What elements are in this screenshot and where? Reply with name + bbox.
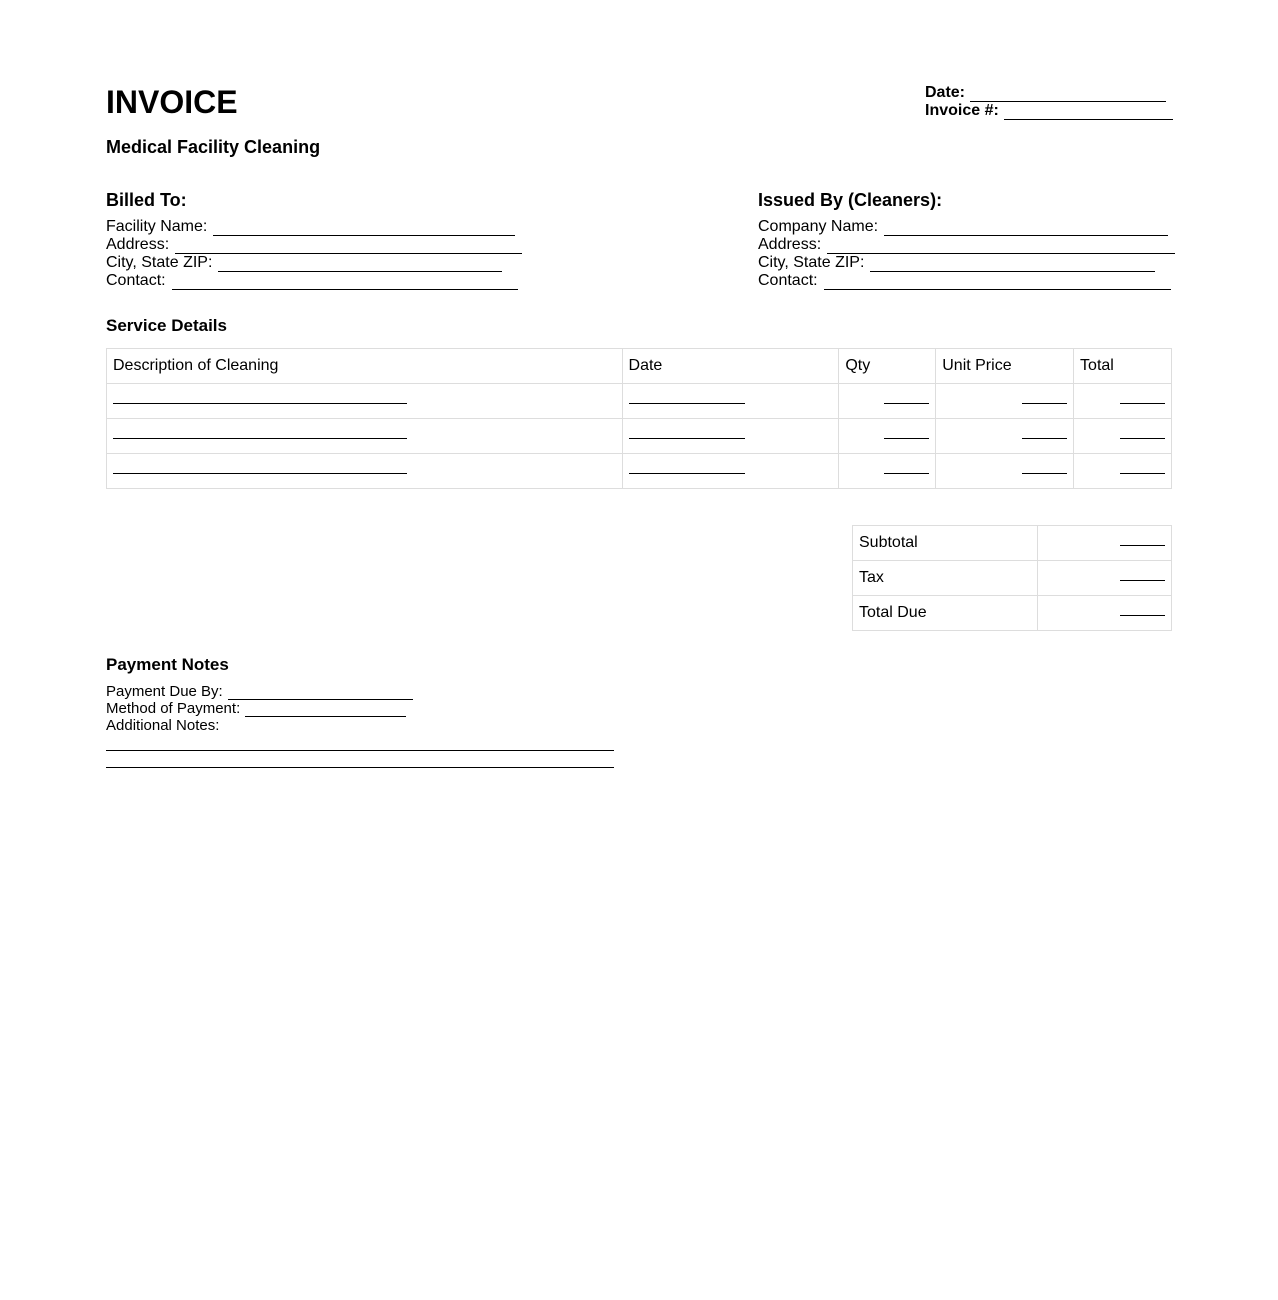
tax-row [853,561,1172,596]
column-header-description: Description of Cleaning [107,349,623,384]
payment-notes-section [106,683,614,768]
description-cell[interactable] [107,419,623,454]
total-blank [1120,438,1165,439]
additional-notes-line-2[interactable] [106,751,614,768]
description-blank [113,473,407,474]
unit-price-blank [1022,473,1067,474]
billed-city-field [106,254,522,272]
service-details-heading: Service Details [106,316,227,335]
table-row [107,384,1172,419]
description-cell[interactable] [107,454,623,489]
date-blank [629,403,745,404]
billed-contact-label: Contact: [106,272,166,289]
billed-to-section [106,190,522,290]
issuer-city-input-line[interactable] [870,257,1155,272]
payment-notes-heading: Payment Notes [106,655,229,674]
tax-blank [1120,580,1165,581]
company-name-field [758,218,1175,236]
date-label: Date: [925,84,966,101]
unit-price-cell[interactable] [936,384,1074,419]
subtotal-value-cell[interactable] [1038,526,1172,561]
total-due-row [853,596,1172,631]
payment-due-field [106,683,614,700]
total-cell[interactable] [1074,419,1172,454]
total-due-label: Total Due [853,596,1038,631]
qty-cell[interactable] [839,454,936,489]
total-blank [1120,473,1165,474]
qty-blank [884,473,929,474]
total-due-value-cell[interactable] [1038,596,1172,631]
total-blank [1120,403,1165,404]
issuer-address-input-line[interactable] [827,239,1175,254]
issuer-contact-input-line[interactable] [824,275,1171,290]
date-field [925,84,1173,102]
tax-label: Tax [853,561,1038,596]
billed-address-field [106,236,522,254]
total-due-blank [1120,615,1165,616]
service-table-header [107,349,1172,384]
qty-cell[interactable] [839,419,936,454]
invoice-number-label: Invoice #: [925,102,999,119]
subtotal-label: Subtotal [853,526,1038,561]
billed-to-heading: Billed To: [106,190,187,210]
date-cell[interactable] [622,454,839,489]
date-blank [629,438,745,439]
issuer-contact-label: Contact: [758,272,818,289]
billed-city-input-line[interactable] [218,257,502,272]
company-name-label: Company Name: [758,218,879,235]
billed-contact-input-line[interactable] [172,275,518,290]
payment-method-field [106,700,614,717]
subtotal-row [853,526,1172,561]
column-header-total: Total [1074,349,1172,384]
qty-blank [884,438,929,439]
billed-address-label: Address: [106,236,170,253]
payment-method-label: Method of Payment: [106,700,241,717]
description-cell[interactable] [107,384,623,419]
additional-notes-label: Additional Notes: [106,717,220,734]
invoice-title: INVOICE [106,84,238,120]
table-row [107,454,1172,489]
qty-cell[interactable] [839,384,936,419]
service-table [106,348,1172,489]
qty-blank [884,403,929,404]
unit-price-blank [1022,438,1067,439]
description-blank [113,438,407,439]
facility-name-field [106,218,522,236]
unit-price-cell[interactable] [936,454,1074,489]
table-row [107,419,1172,454]
total-cell[interactable] [1074,454,1172,489]
invoice-number-field [925,102,1173,120]
column-header-date: Date [622,349,839,384]
column-header-qty: Qty [839,349,936,384]
date-blank [629,473,745,474]
billed-city-label: City, State ZIP: [106,254,213,271]
totals-table [852,525,1172,631]
issuer-address-field [758,236,1175,254]
tax-value-cell[interactable] [1038,561,1172,596]
issuer-contact-field [758,272,1175,290]
date-input-line[interactable] [970,88,1166,102]
facility-name-input-line[interactable] [213,221,515,236]
additional-notes-field [106,717,614,734]
billed-address-input-line[interactable] [175,239,522,254]
company-name-input-line[interactable] [884,221,1168,236]
issuer-city-field [758,254,1175,272]
invoice-number-input-line[interactable] [1004,106,1173,120]
issuer-address-label: Address: [758,236,822,253]
date-cell[interactable] [622,384,839,419]
additional-notes-line-1[interactable] [106,734,614,751]
payment-method-input-line[interactable] [245,703,406,717]
total-cell[interactable] [1074,384,1172,419]
column-header-unit-price: Unit Price [936,349,1074,384]
invoice-meta [925,84,1173,120]
issuer-city-label: City, State ZIP: [758,254,865,271]
issued-by-section [758,190,1175,290]
payment-due-input-line[interactable] [228,686,413,700]
facility-name-label: Facility Name: [106,218,208,235]
description-blank [113,403,407,404]
date-cell[interactable] [622,419,839,454]
issued-by-heading: Issued By (Cleaners): [758,190,943,210]
invoice-subtitle: Medical Facility Cleaning [106,137,321,157]
billed-contact-field [106,272,522,290]
subtotal-blank [1120,545,1165,546]
payment-due-label: Payment Due By: [106,683,223,700]
unit-price-cell[interactable] [936,419,1074,454]
unit-price-blank [1022,403,1067,404]
